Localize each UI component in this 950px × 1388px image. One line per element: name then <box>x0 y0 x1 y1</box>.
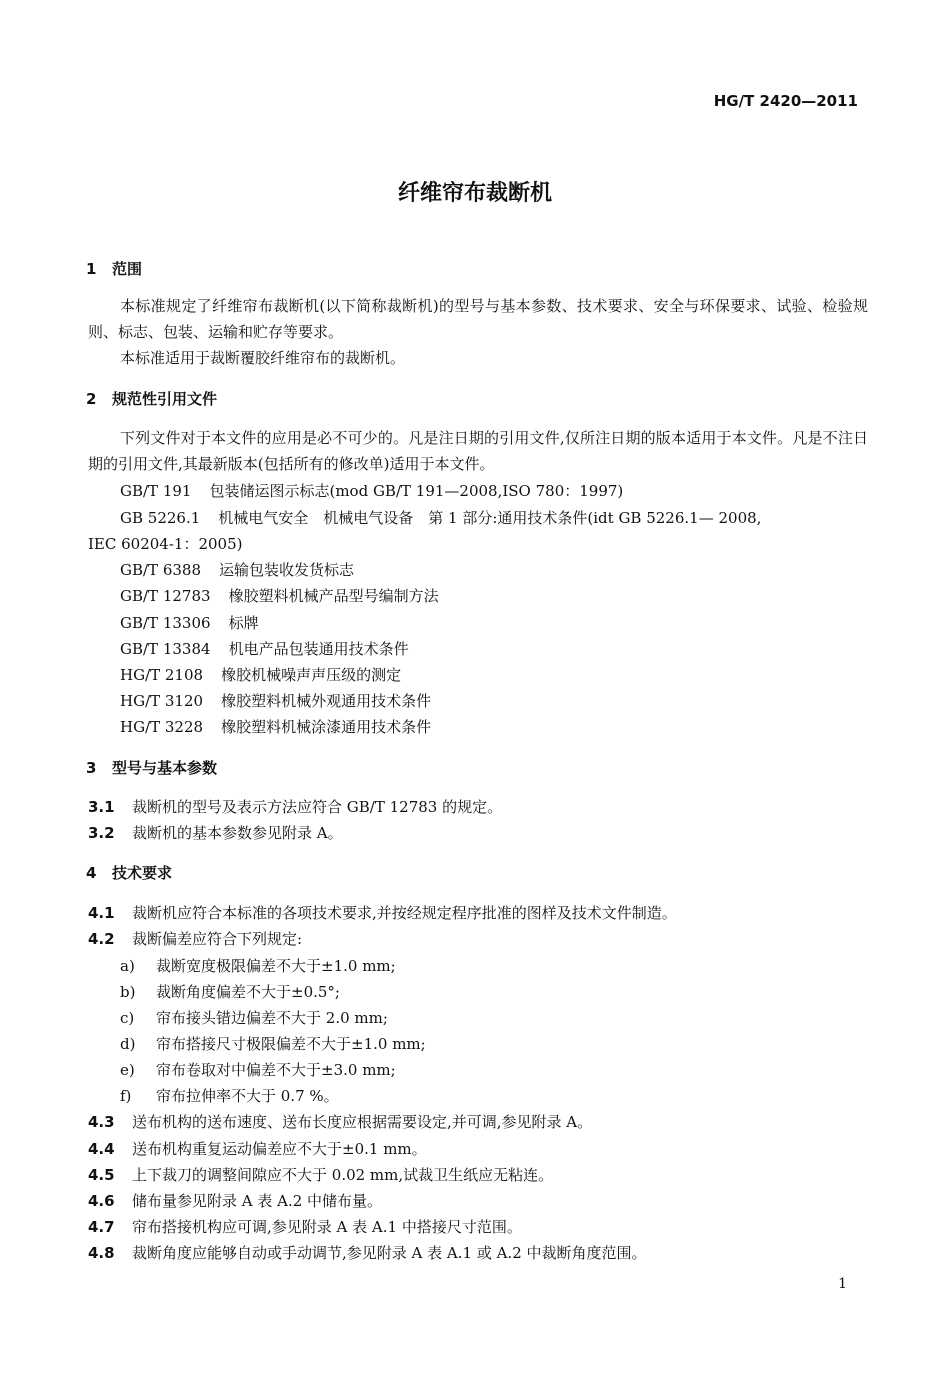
section-2-paragraph-1: 下列文件对于本文件的应用是必不可少的。凡是注日期的引用文件,仅所注日期的版本适用于本文件。凡是不注日期的引用文件,其最新版本(包括所有的修改单)适用于本文件。 <box>88 429 868 473</box>
reference-title: 机电产品包装通用技术条件 <box>228 640 409 658</box>
reference-title: 机械电气安全 机械电气设备 第 1 部分:通用技术条件(idt GB 5226.1— 2008, <box>218 509 762 527</box>
reference-code: GB/T 6388 <box>120 561 202 579</box>
section-number: 4 <box>86 864 97 882</box>
clause-text: 送布机构重复运动偏差应不大于±0.1 mm。 <box>132 1140 427 1158</box>
clause-text: 送布机构的送布速度、送布长度应根据需要设定,并可调,参见附录 A。 <box>132 1113 593 1131</box>
clause-number: 4.1 <box>88 904 115 922</box>
clause-text: 帘布搭接机构应可调,参见附录 A 表 A.1 中搭接尺寸范围。 <box>132 1218 522 1236</box>
item-label: b) <box>120 983 136 1001</box>
list-item <box>120 981 340 1002</box>
reference-title: 运输包装收发货标志 <box>219 561 355 579</box>
section-4-heading <box>86 862 172 883</box>
reference-title: 橡胶塑料机械涂漆通用技术条件 <box>221 718 432 736</box>
item-label: a) <box>120 957 135 975</box>
reference-item <box>120 559 354 580</box>
reference-code: GB/T 13306 <box>120 614 211 632</box>
section-number: 3 <box>86 759 97 777</box>
item-text: 裁断角度偏差不大于±0.5°; <box>156 983 340 1001</box>
clause-number: 4.5 <box>88 1166 115 1184</box>
reference-code: HG/T 3228 <box>120 718 204 736</box>
page-number: 1 <box>838 1276 847 1292</box>
list-item <box>120 1033 426 1054</box>
item-text: 帘布卷取对中偏差不大于±3.0 mm; <box>156 1061 396 1079</box>
section-title: 型号与基本参数 <box>112 759 218 777</box>
clause-3-2 <box>88 822 343 843</box>
reference-code: GB/T 12783 <box>120 587 211 605</box>
clause-number: 4.6 <box>88 1192 115 1210</box>
list-item <box>120 955 396 976</box>
document-title: 纤维帘布裁断机 <box>397 181 552 206</box>
clause-4-8 <box>88 1242 647 1263</box>
list-item <box>120 1085 339 1106</box>
clause-number: 3.2 <box>88 824 115 842</box>
section-1-heading <box>86 258 142 279</box>
reference-item <box>120 585 439 606</box>
clause-number: 4.4 <box>88 1140 115 1158</box>
reference-continuation: IEC 60204-1：2005) <box>88 535 243 553</box>
clause-text: 裁断机的基本参数参见附录 A。 <box>132 824 343 842</box>
item-text: 裁断宽度极限偏差不大于±1.0 mm; <box>156 957 396 975</box>
list-item <box>120 1007 388 1028</box>
clause-text: 裁断机的型号及表示方法应符合 GB/T 12783 的规定。 <box>132 798 503 816</box>
clause-text: 储布量参见附录 A 表 A.2 中储布量。 <box>132 1192 383 1210</box>
clause-4-6 <box>88 1190 382 1211</box>
clause-number: 3.1 <box>88 798 115 816</box>
reference-item <box>120 480 623 501</box>
clause-number: 4.2 <box>88 930 115 948</box>
reference-item <box>120 716 431 737</box>
item-text: 帘布接头错边偏差不大于 2.0 mm; <box>156 1009 388 1027</box>
clause-4-4 <box>88 1138 427 1159</box>
reference-code: GB/T 191 <box>120 482 192 500</box>
reference-code: GB 5226.1 <box>120 509 201 527</box>
item-text: 帘布搭接尺寸极限偏差不大于±1.0 mm; <box>156 1035 426 1053</box>
reference-title: 橡胶塑料机械产品型号编制方法 <box>228 587 439 605</box>
reference-title: 标牌 <box>228 614 259 632</box>
item-label: e) <box>120 1061 135 1079</box>
clause-text: 裁断偏差应符合下列规定: <box>132 930 303 948</box>
clause-text: 裁断机应符合本标准的各项技术要求,并按经规定程序批准的图样及技术文件制造。 <box>132 904 677 922</box>
item-text: 帘布拉伸率不大于 0.7 %。 <box>156 1087 339 1105</box>
clause-text: 裁断角度应能够自动或手动调节,参见附录 A 表 A.1 或 A.2 中裁断角度范围。 <box>132 1244 647 1262</box>
clause-4-3 <box>88 1111 592 1132</box>
section-1-paragraph-1: 本标准规定了纤维帘布裁断机(以下简称裁断机)的型号与基本参数、技术要求、安全与环保要求、试验、检验规则、标志、包装、运输和贮存等要求。 <box>88 297 868 341</box>
clause-number: 4.3 <box>88 1113 115 1131</box>
reference-code: GB/T 13384 <box>120 640 211 658</box>
reference-code: HG/T 3120 <box>120 692 204 710</box>
clause-number: 4.8 <box>88 1244 115 1262</box>
section-3-heading <box>86 757 217 778</box>
list-item <box>120 1059 396 1080</box>
clause-4-7 <box>88 1216 522 1237</box>
section-title: 规范性引用文件 <box>112 390 218 408</box>
reference-title: 橡胶塑料机械外观通用技术条件 <box>221 692 432 710</box>
reference-item <box>120 612 259 633</box>
clause-4-1 <box>88 902 677 923</box>
reference-item <box>120 690 431 711</box>
section-number: 2 <box>86 390 97 408</box>
clause-4-2 <box>88 928 302 949</box>
reference-title: 橡胶机械噪声声压级的测定 <box>221 666 402 684</box>
section-number: 1 <box>86 260 97 278</box>
section-title: 技术要求 <box>112 864 173 882</box>
section-1-paragraph-2: 本标准适用于裁断覆胶纤维帘布的裁断机。 <box>120 349 406 367</box>
item-label: f) <box>120 1087 132 1105</box>
item-label: c) <box>120 1009 135 1027</box>
reference-item <box>120 664 401 685</box>
clause-3-1 <box>88 796 502 817</box>
reference-item <box>120 507 761 528</box>
clause-number: 4.7 <box>88 1218 115 1236</box>
clause-4-5 <box>88 1164 553 1185</box>
section-title: 范围 <box>112 260 143 278</box>
section-2-heading <box>86 388 217 409</box>
reference-title: 包装储运图示标志(mod GB/T 191—2008,ISO 780：1997) <box>209 482 624 500</box>
standard-code: HG/T 2420—2011 <box>713 92 858 110</box>
item-label: d) <box>120 1035 136 1053</box>
reference-item <box>120 638 409 659</box>
clause-text: 上下裁刀的调整间隙应不大于 0.02 mm,试裁卫生纸应无粘连。 <box>132 1166 554 1184</box>
reference-code: HG/T 2108 <box>120 666 204 684</box>
